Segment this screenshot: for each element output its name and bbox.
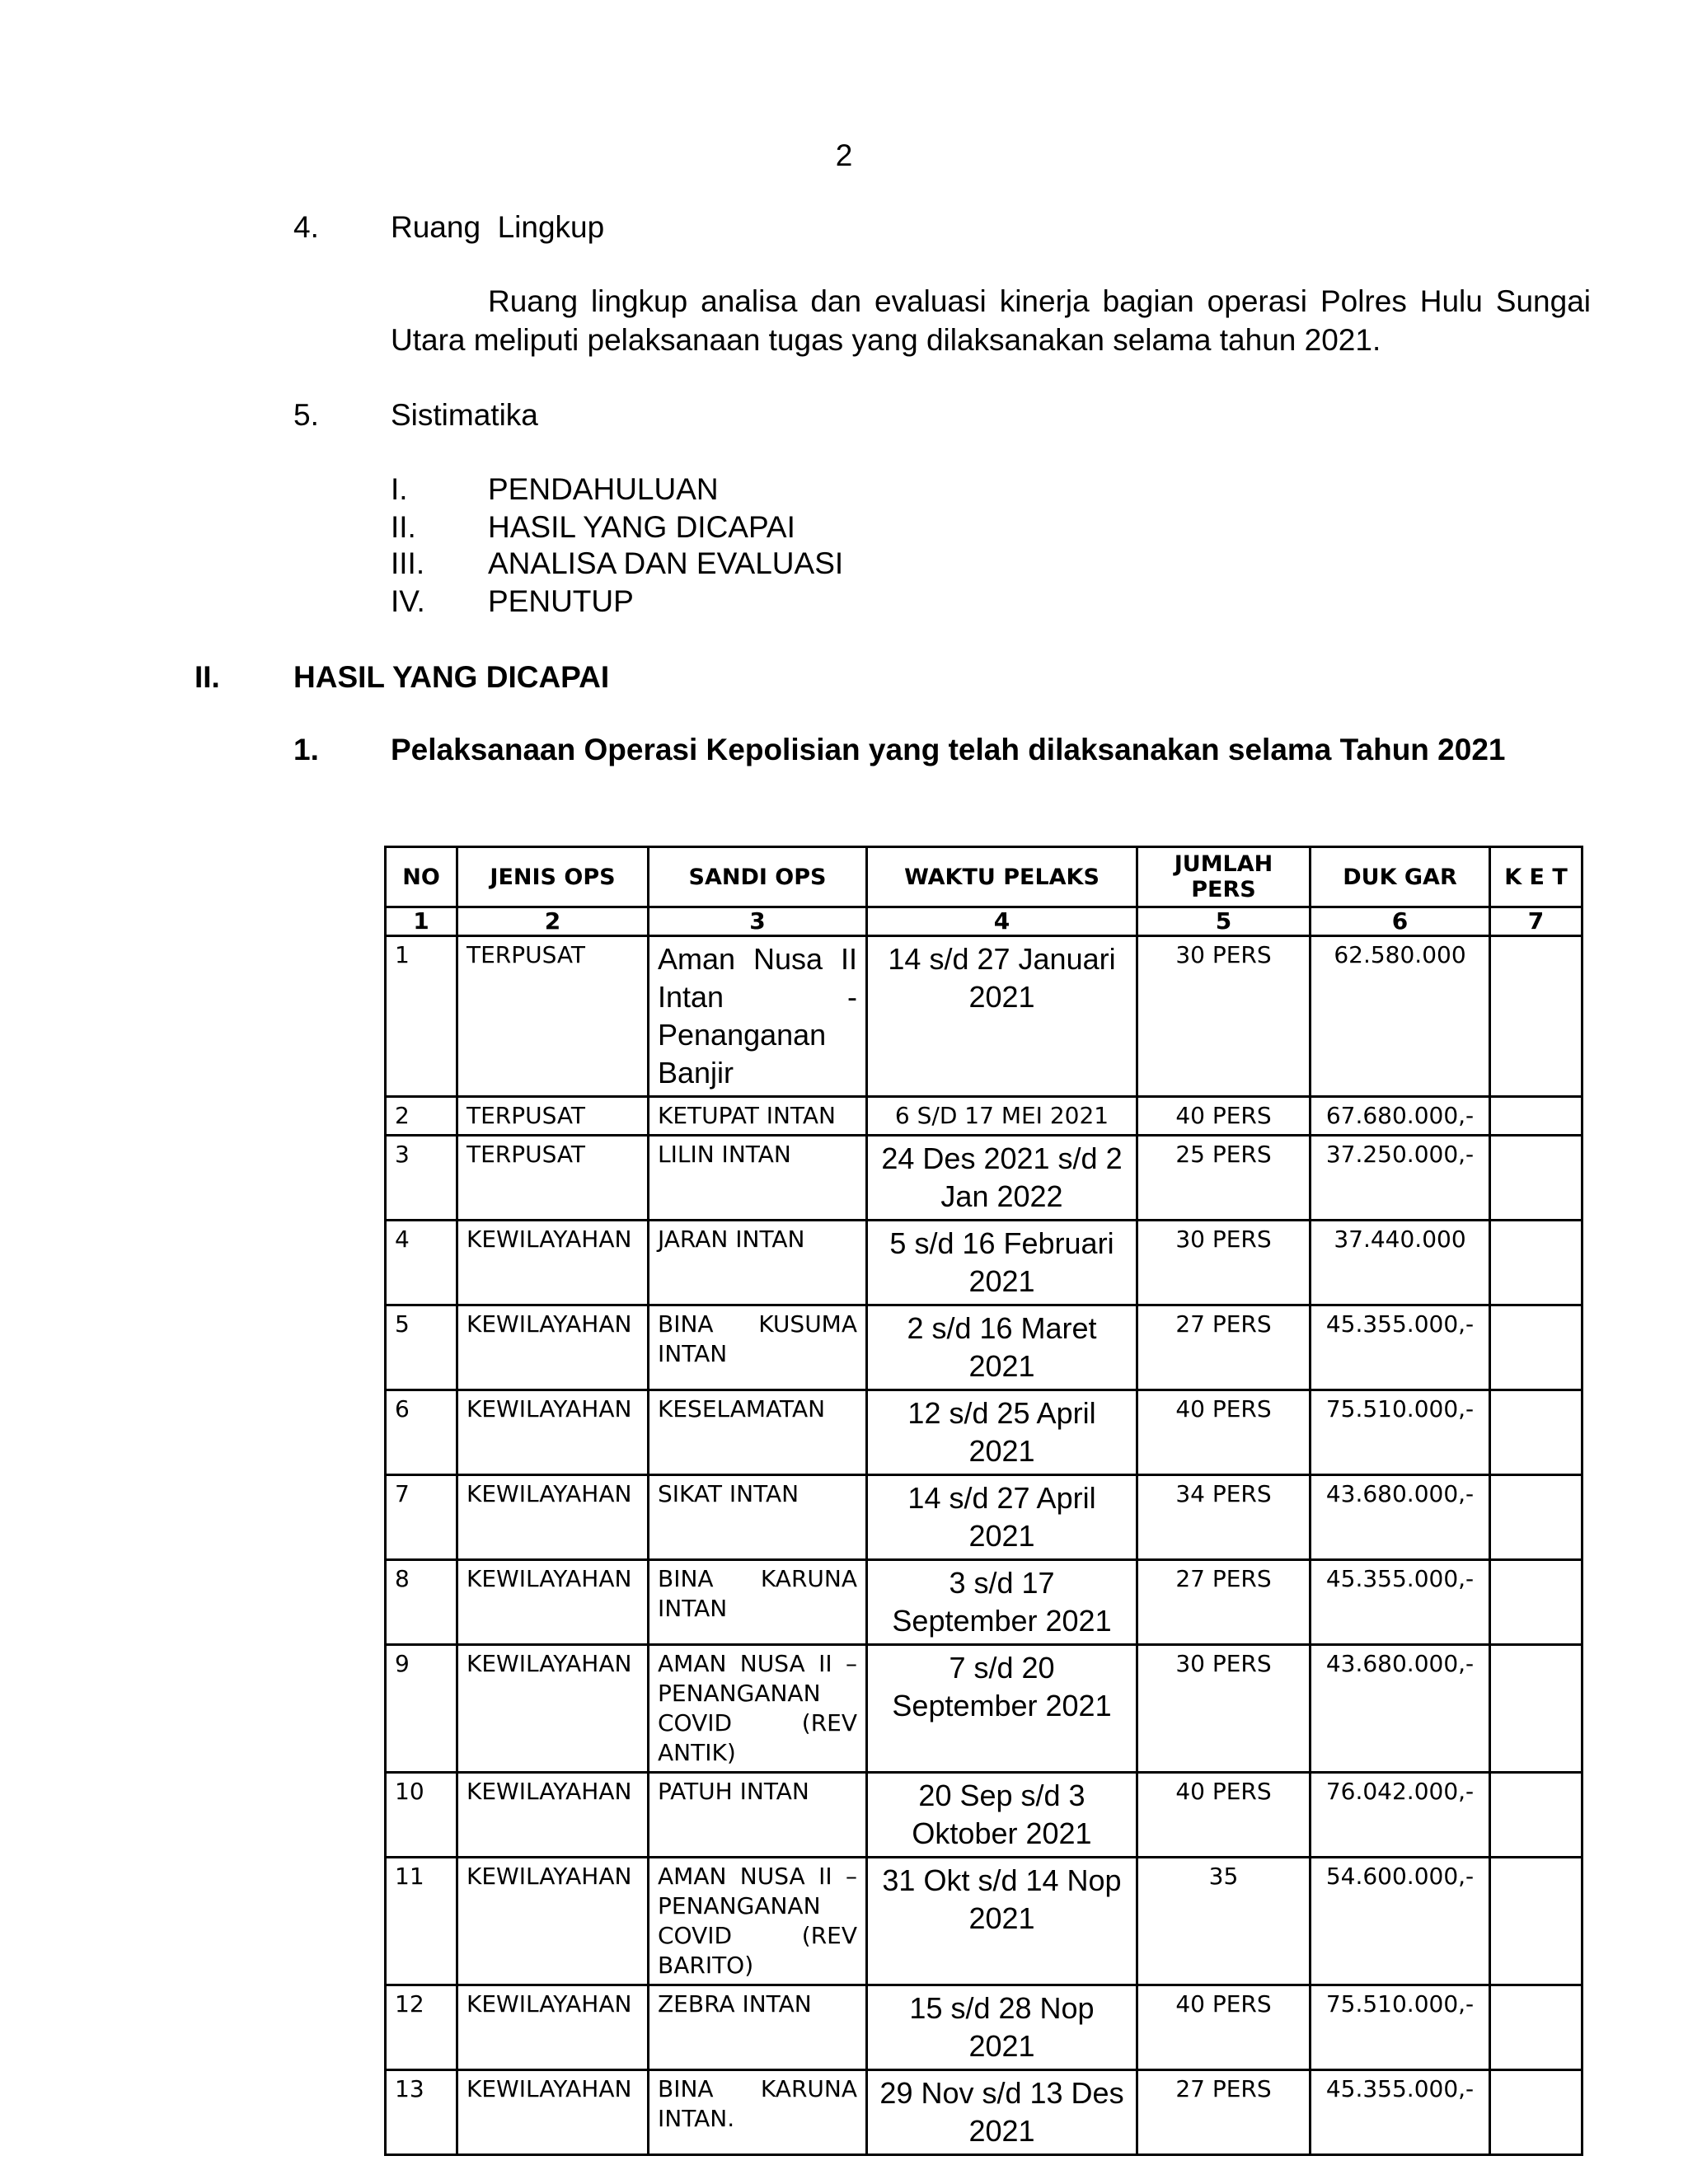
column-number: 7 — [1490, 907, 1582, 936]
page-number: 2 — [835, 138, 853, 172]
table-header-row — [386, 847, 1582, 907]
cell-ket — [1490, 1773, 1582, 1858]
cell-no: 4 — [386, 1221, 457, 1305]
cell-sandi: BINA KARUNA INTAN — [649, 1560, 867, 1645]
cell-ket — [1490, 1221, 1582, 1305]
cell-ket — [1490, 1136, 1582, 1221]
sistimatika-item-num: II. — [391, 510, 416, 544]
cell-duk: 75.510.000,- — [1311, 1985, 1490, 2070]
cell-waktu: 29 Nov s/d 13 Des 2021 — [867, 2070, 1137, 2155]
cell-sandi: BINA KARUNA INTAN. — [649, 2070, 867, 2155]
column-header: JENIS OPS — [457, 847, 649, 907]
cell-duk: 45.355.000,- — [1311, 2070, 1490, 2155]
chapter-2-title: HASIL YANG DICAPAI — [293, 660, 610, 694]
cell-jenis: KEWILAYAHAN — [457, 1645, 649, 1773]
cell-sandi: KETUPAT INTAN — [649, 1097, 867, 1136]
cell-waktu: 5 s/d 16 Februari 2021 — [867, 1221, 1137, 1305]
cell-duk: 76.042.000,- — [1311, 1773, 1490, 1858]
cell-waktu: 7 s/d 20 September 2021 — [867, 1645, 1137, 1773]
cell-pers: 40 PERS — [1137, 1985, 1311, 2070]
cell-pers: 35 — [1137, 1858, 1311, 1985]
cell-no: 8 — [386, 1560, 457, 1645]
table-row — [386, 1221, 1582, 1305]
cell-no: 1 — [386, 936, 457, 1097]
cell-ket — [1490, 1985, 1582, 2070]
table-row — [386, 1097, 1582, 1136]
cell-waktu: 14 s/d 27 April 2021 — [867, 1475, 1137, 1560]
cell-ket — [1490, 1560, 1582, 1645]
cell-pers: 27 PERS — [1137, 1305, 1311, 1390]
column-header: NO — [386, 847, 457, 907]
cell-duk: 54.600.000,- — [1311, 1858, 1490, 1985]
section-4-paragraph-text: Ruang lingkup analisa dan evaluasi kinerja bagian operasi Polres Hulu Sungai Utara meliputi pelaksanaan tugas yang dilaksanakan selama tahun 2021. — [391, 284, 1591, 357]
column-header: SANDI OPS — [649, 847, 867, 907]
cell-no: 10 — [386, 1773, 457, 1858]
cell-no: 9 — [386, 1645, 457, 1773]
cell-duk: 37.440.000 — [1311, 1221, 1490, 1305]
cell-jenis: KEWILAYAHAN — [457, 1475, 649, 1560]
section-4-paragraph — [391, 282, 1591, 359]
cell-no: 6 — [386, 1390, 457, 1475]
cell-ket — [1490, 1305, 1582, 1390]
cell-jenis: KEWILAYAHAN — [457, 2070, 649, 2155]
item-1-title: Pelaksanaan Operasi Kepolisian yang telah dilaksanakan selama Tahun 2021 — [391, 733, 1506, 766]
cell-sandi: Aman Nusa II Intan - Penanganan Banjir — [649, 936, 867, 1097]
column-header: WAKTU PELAKS — [867, 847, 1137, 907]
table-row — [386, 2070, 1582, 2155]
cell-duk: 43.680.000,- — [1311, 1645, 1490, 1773]
sistimatika-item-label: PENDAHULUAN — [488, 472, 719, 506]
cell-no: 3 — [386, 1136, 457, 1221]
cell-duk: 43.680.000,- — [1311, 1475, 1490, 1560]
cell-ket — [1490, 1858, 1582, 1985]
cell-ket — [1490, 1645, 1582, 1773]
cell-ket — [1490, 1475, 1582, 1560]
sistimatika-item-num: I. — [391, 472, 408, 506]
item-1-number: 1. — [293, 733, 319, 766]
column-number: 6 — [1311, 907, 1490, 936]
table-row — [386, 1475, 1582, 1560]
cell-pers: 30 PERS — [1137, 936, 1311, 1097]
column-number: 1 — [386, 907, 457, 936]
cell-sandi: PATUH INTAN — [649, 1773, 867, 1858]
cell-ket — [1490, 2070, 1582, 2155]
cell-duk: 62.580.000 — [1311, 936, 1490, 1097]
section-4-title: Ruang Lingkup — [391, 210, 605, 244]
cell-duk: 45.355.000,- — [1311, 1305, 1490, 1390]
cell-waktu: 2 s/d 16 Maret 2021 — [867, 1305, 1137, 1390]
column-header: K E T — [1490, 847, 1582, 907]
cell-duk: 67.680.000,- — [1311, 1097, 1490, 1136]
table-row — [386, 1305, 1582, 1390]
cell-sandi: JARAN INTAN — [649, 1221, 867, 1305]
cell-sandi: ZEBRA INTAN — [649, 1985, 867, 2070]
cell-pers: 30 PERS — [1137, 1645, 1311, 1773]
cell-ket — [1490, 936, 1582, 1097]
cell-sandi: KESELAMATAN — [649, 1390, 867, 1475]
sistimatika-item-label: HASIL YANG DICAPAI — [488, 510, 795, 544]
cell-no: 2 — [386, 1097, 457, 1136]
cell-pers: 40 PERS — [1137, 1773, 1311, 1858]
cell-jenis: KEWILAYAHAN — [457, 1305, 649, 1390]
cell-pers: 27 PERS — [1137, 2070, 1311, 2155]
cell-jenis: KEWILAYAHAN — [457, 1773, 649, 1858]
cell-no: 11 — [386, 1858, 457, 1985]
cell-jenis: KEWILAYAHAN — [457, 1858, 649, 1985]
sistimatika-item-num: III. — [391, 546, 425, 580]
cell-jenis: KEWILAYAHAN — [457, 1560, 649, 1645]
table-row — [386, 1773, 1582, 1858]
section-4-number: 4. — [293, 210, 319, 244]
cell-pers: 40 PERS — [1137, 1097, 1311, 1136]
sistimatika-item-label: PENUTUP — [488, 584, 634, 618]
cell-ket — [1490, 1390, 1582, 1475]
cell-waktu: 3 s/d 17 September 2021 — [867, 1560, 1137, 1645]
operations-table — [384, 846, 1583, 2156]
cell-jenis: KEWILAYAHAN — [457, 1221, 649, 1305]
cell-duk: 75.510.000,- — [1311, 1390, 1490, 1475]
sistimatika-item-label: ANALISA DAN EVALUASI — [488, 546, 844, 580]
cell-duk: 45.355.000,- — [1311, 1560, 1490, 1645]
cell-waktu: 14 s/d 27 Januari 2021 — [867, 936, 1137, 1097]
cell-no: 5 — [386, 1305, 457, 1390]
cell-jenis: KEWILAYAHAN — [457, 1985, 649, 2070]
table-row — [386, 1985, 1582, 2070]
cell-jenis: TERPUSAT — [457, 1136, 649, 1221]
cell-pers: 30 PERS — [1137, 1221, 1311, 1305]
cell-sandi: AMAN NUSA II – PENANGANAN COVID (REV ANTIK) — [649, 1645, 867, 1773]
column-number: 5 — [1137, 907, 1311, 936]
table-row — [386, 936, 1582, 1097]
table-row — [386, 1645, 1582, 1773]
cell-waktu: 31 Okt s/d 14 Nop 2021 — [867, 1858, 1137, 1985]
cell-pers: 34 PERS — [1137, 1475, 1311, 1560]
column-header: DUK GAR — [1311, 847, 1490, 907]
cell-jenis: TERPUSAT — [457, 936, 649, 1097]
table-row — [386, 1560, 1582, 1645]
cell-pers: 27 PERS — [1137, 1560, 1311, 1645]
cell-duk: 37.250.000,- — [1311, 1136, 1490, 1221]
table-row — [386, 1858, 1582, 1985]
chapter-2-number: II. — [195, 660, 220, 694]
section-5-number: 5. — [293, 398, 319, 432]
column-number: 4 — [867, 907, 1137, 936]
cell-ket — [1490, 1097, 1582, 1136]
column-header: JUMLAH PERS — [1137, 847, 1311, 907]
sistimatika-item-num: IV. — [391, 584, 425, 618]
cell-sandi: BINA KUSUMA INTAN — [649, 1305, 867, 1390]
cell-no: 7 — [386, 1475, 457, 1560]
cell-jenis: KEWILAYAHAN — [457, 1390, 649, 1475]
cell-sandi: LILIN INTAN — [649, 1136, 867, 1221]
section-5-title: Sistimatika — [391, 398, 538, 432]
column-number: 3 — [649, 907, 867, 936]
cell-no: 13 — [386, 2070, 457, 2155]
cell-sandi: SIKAT INTAN — [649, 1475, 867, 1560]
cell-jenis: TERPUSAT — [457, 1097, 649, 1136]
cell-waktu: 24 Des 2021 s/d 2 Jan 2022 — [867, 1136, 1137, 1221]
column-number: 2 — [457, 907, 649, 936]
cell-waktu: 6 S/D 17 MEI 2021 — [867, 1097, 1137, 1136]
cell-waktu: 12 s/d 25 April 2021 — [867, 1390, 1137, 1475]
table-column-number-row — [386, 907, 1582, 936]
cell-waktu: 15 s/d 28 Nop 2021 — [867, 1985, 1137, 2070]
cell-pers: 25 PERS — [1137, 1136, 1311, 1221]
table-row — [386, 1136, 1582, 1221]
cell-waktu: 20 Sep s/d 3 Oktober 2021 — [867, 1773, 1137, 1858]
cell-pers: 40 PERS — [1137, 1390, 1311, 1475]
table-row — [386, 1390, 1582, 1475]
cell-sandi: AMAN NUSA II – PENANGANAN COVID (REV BARITO) — [649, 1858, 867, 1985]
cell-no: 12 — [386, 1985, 457, 2070]
